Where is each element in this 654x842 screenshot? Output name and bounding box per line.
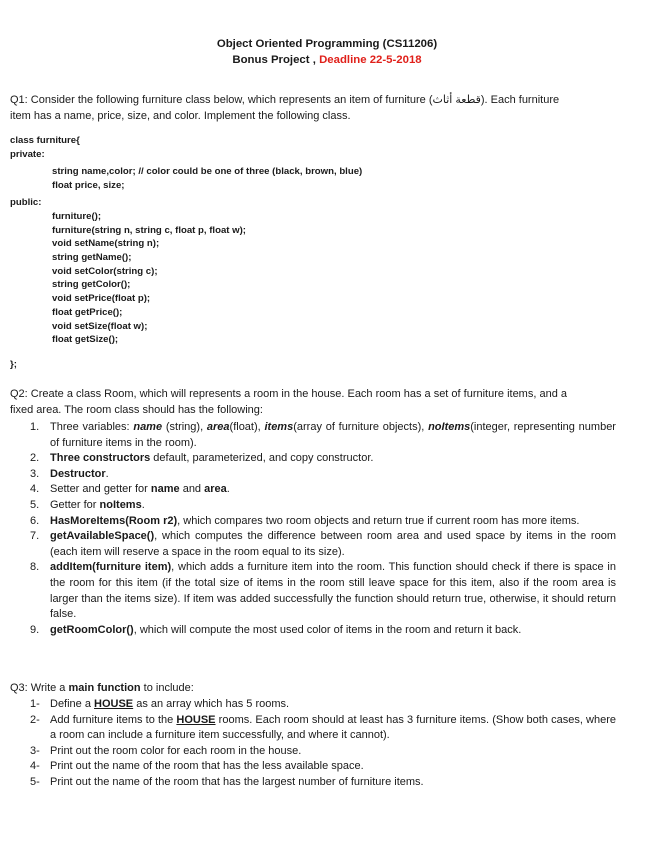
list-text [50, 529, 616, 560]
text-run: , which adds a furniture item into the room. This function should check if there is space in the room for this item (if the total size of items in the room still leave space for this item, also if the room area is larger than the items size). If item was added successfully the function should return true, otherwise, it should return false. [50, 561, 616, 621]
q2-requirements-list [30, 420, 616, 638]
list-item [30, 420, 616, 451]
private-label: private: [10, 149, 45, 160]
text-run: Destructor [50, 467, 106, 480]
list-text [50, 623, 616, 639]
class-decl: class furniture{ [10, 135, 80, 146]
list-text [50, 759, 616, 775]
text-run: area [204, 483, 227, 496]
list-number: 7. [30, 530, 40, 543]
list-number: 2. [30, 452, 40, 465]
list-text [50, 467, 616, 483]
text-run: Three variables: [50, 421, 134, 433]
q2-intro-line-2: fixed area. The room class should has the following: [10, 404, 263, 416]
list-item [30, 451, 616, 467]
text-run: (float), [229, 421, 265, 433]
text-run: noItems [428, 421, 471, 433]
text-run: Define a [50, 698, 95, 710]
text-run: (array of furniture objects), [293, 421, 429, 433]
q2-intro [10, 386, 616, 418]
text-run: Add furniture items to the [50, 713, 177, 726]
list-text [50, 775, 616, 791]
code-line: float getPrice(); [52, 306, 123, 318]
code-line: furniture(); [52, 211, 102, 222]
text-run: main function [68, 682, 141, 694]
text-run: noItems [99, 498, 142, 511]
text-run: name [150, 483, 180, 496]
text-run: default, parameterized, and copy constructor. [150, 452, 374, 465]
text-run: Print out the name of the room that has the less available space. [50, 760, 364, 773]
project-line [0, 52, 654, 68]
private-members [52, 165, 362, 192]
list-number: 3. [30, 467, 40, 480]
code-line: void setSize(float w); [52, 320, 148, 332]
text-run: Three constructors [50, 452, 151, 465]
text-run: , which compares two room objects and return true if current room has more items. [177, 514, 580, 527]
text-run: area [206, 421, 230, 433]
list-item [30, 560, 616, 622]
deadline: Deadline 22-5-2018 [319, 54, 422, 66]
text-run: name [133, 421, 163, 433]
list-number: 4. [30, 483, 40, 496]
list-item [30, 744, 616, 760]
text-run: getRoomColor() [50, 623, 134, 636]
code-line: furniture(string n, string c, float p, float w); [52, 224, 246, 236]
text-run: items [264, 421, 294, 433]
list-number: 3- [30, 744, 40, 757]
q1-arabic-term: قطعة أثاث [432, 94, 481, 106]
code-line: float getSize(); [52, 334, 119, 346]
list-text [50, 514, 616, 530]
list-text [50, 498, 616, 514]
code-line: void setName(string n); [52, 238, 160, 250]
text-run: HOUSE [94, 698, 134, 710]
list-item [30, 775, 616, 791]
text-run: getAvailableSpace() [50, 530, 155, 543]
text-run: addItem(furniture item) [50, 561, 172, 574]
code-line: string name,color; // color could be one of three (black, brown, blue) [52, 166, 363, 177]
list-number: 1- [30, 698, 40, 710]
list-text [50, 713, 616, 744]
public-members [52, 210, 246, 347]
q1-text-end: ). Each furniture [480, 94, 560, 106]
code-line: void setColor(string c); [52, 265, 158, 277]
list-number: 6. [30, 514, 40, 527]
list-item [30, 467, 616, 483]
list-item [30, 498, 616, 514]
project-label: Bonus Project , [232, 54, 320, 66]
list-number: 9. [30, 623, 40, 636]
q1-line-1 [10, 92, 616, 108]
list-item [30, 514, 616, 530]
text-run: Q3: Write a [10, 682, 69, 694]
text-run: rooms. Each room should at least has 3 furniture items. (Show both cases, where a room can include a furniture item successfully, and where it cannot). [50, 713, 617, 742]
q1-paragraph [10, 92, 616, 124]
code-line: float price, size; [52, 179, 125, 191]
course-title: Object Oriented Programming (CS11206) [216, 38, 438, 50]
q3-requirements-list [30, 697, 616, 791]
list-item [30, 623, 616, 639]
list-item [30, 697, 616, 713]
list-item [30, 529, 616, 560]
list-text [50, 420, 616, 451]
text-run: Print out the name of the room that has the largest number of furniture items. [50, 775, 424, 788]
text-run: and [179, 483, 205, 496]
list-item [30, 482, 616, 498]
text-run: (string), [162, 421, 207, 433]
text-run: . [141, 498, 145, 511]
public-label: public: [10, 197, 42, 208]
text-run: Setter and getter for [50, 483, 151, 496]
text-run: Print out the room color for each room in the house. [50, 744, 302, 757]
q1-line-2: item has a name, price, size, and color. Implement the following class. [10, 110, 351, 122]
list-number: 5. [30, 498, 40, 511]
code-line: string getName(); [52, 252, 132, 264]
list-number: 2- [30, 713, 40, 726]
list-number: 8. [30, 561, 40, 574]
text-run: to include: [140, 682, 194, 694]
list-text [50, 560, 616, 622]
text-run: . [226, 483, 230, 496]
q2-intro-line-1: Q2: Create a class Room, which will represents a room in the house. Each room has a set of furniture items, and a [10, 388, 567, 400]
list-number: 1. [30, 421, 40, 433]
text-run: (integer, representing number of furniture items in the room). [50, 421, 616, 449]
list-text [50, 451, 616, 467]
list-number: 4- [30, 760, 40, 773]
text-run: Getter for [50, 498, 100, 511]
text-run: HasMoreItems(Room r2) [50, 514, 178, 527]
list-text [50, 482, 616, 498]
text-run: HOUSE [176, 713, 216, 726]
list-text [50, 744, 616, 760]
code-line: void setPrice(float p); [52, 293, 151, 305]
text-run: , which will compute the most used color of items in the room and return it back. [133, 623, 522, 636]
list-number: 5- [30, 775, 40, 788]
class-close: }; [10, 359, 17, 370]
code-line: string getColor(); [52, 279, 131, 291]
q1-text-start: Q1: Consider the following furniture class below, which represents an item of furniture ( [10, 94, 433, 106]
q3-intro [10, 680, 616, 696]
list-item [30, 713, 616, 744]
text-run: as an array which has 5 rooms. [133, 698, 290, 710]
text-run: . [105, 467, 109, 480]
text-run: , which computes the difference between room area and used space by items in the room (each item will reserve a space in the room equal to its size). [50, 530, 616, 558]
list-item [30, 759, 616, 775]
list-text [50, 697, 616, 713]
document-header [0, 36, 654, 68]
